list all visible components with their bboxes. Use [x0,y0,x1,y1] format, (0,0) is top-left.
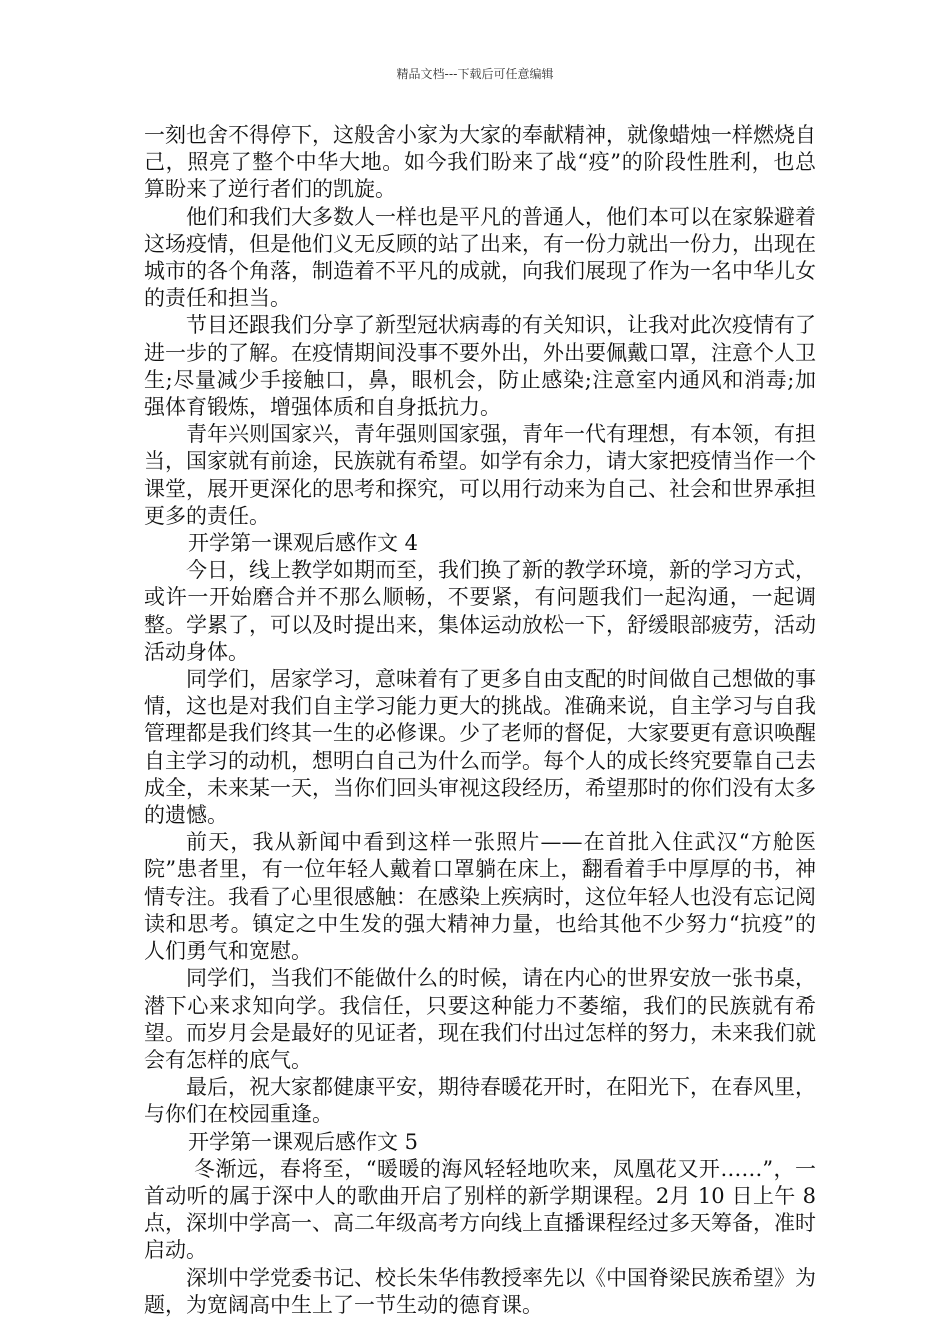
paragraph: 同学们，当我们不能做什么的时候，请在内心的世界安放一张书桌，潜下心来求知向学。我信任，只要这种能力不萎缩，我们的民族就有希望。而岁月会是最好的见证者，现在我们付出过怎样的努力，未来我们就会有怎样的底气。 [144,966,816,1072]
paragraph: 深圳中学党委书记、校长朱华伟教授率先以《中国脊梁民族希望》为题，为宽阔高中生上了一节生动的德育课。 [144,1265,816,1317]
paragraph: 最后，祝大家都健康平安，期待春暖花开时，在阳光下，在春风里，与你们在校园重逢。 [144,1075,816,1127]
paragraph: 他们和我们大多数人一样也是平凡的普通人，他们本可以在家躲避着这场疫情，但是他们义无反顾的站了出来，有一份力就出一份力，出现在城市的各个角落，制造着不平凡的成就，向我们展现了作为一名中华儿女的责任和担当。 [144,204,816,311]
paragraph: 前天，我从新闻中看到这样一张照片——在首批入住武汉“方舱医院”患者里，有一位年轻人戴着口罩躺在床上，翻看着手中厚厚的书，神情专注。我看了心里很感触：在感染上疾病时，这位年轻人也没有忘记阅读和思考。镇定之中生发的强大精神力量，也给其他不少努力“抗疫”的人们勇气和宽慰。 [144,830,816,964]
paragraph: 青年兴则国家兴，青年强则国家强，青年一代有理想，有本领，有担当，国家就有前途，民族就有希望。如学有余力，请大家把疫情当作一个课堂，展开更深化的思考和探究，可以用行动来为自己、社会和世界承担更多的责任。 [144,422,816,528]
section-title-5: 开学第一课观后感作文 5 [188,1129,419,1154]
paragraph: 今日，线上教学如期而至，我们换了新的教学环境，新的学习方式，或许一开始磨合并不那么顺畅，不要紧，有问题我们一起沟通，一起调整。学累了，可以及时提出来，集体运动放松一下，舒缓眼部疲劳，活动活动身体。 [144,558,816,664]
paragraph: 节目还跟我们分享了新型冠状病毒的有关知识，让我对此次疫情有了进一步的了解。在疫情期间没事不要外出，外出要佩戴口罩，注意个人卫生;尽量减少手接触口，鼻，眼机会，防止感染;注意室内通风和消毒;加强体育锻炼，增强体质和自身抵抗力。 [144,313,816,420]
section-title-4: 开学第一课观后感作文 4 [188,531,419,556]
page-header: 精品文档---下载后可任意编辑 [396,67,554,81]
document-body [144,122,816,1319]
paragraph: 冬渐远，春将至，“暖暖的海风轻轻地吹来，凤凰花又开……”，一首动听的属于深中人的歌曲开启了别样的新学期课程。2月 10 日上午 8 点，深圳中学高一、高二年级高考方向线上直播课程经过多天筹备，准时启动。 [144,1156,816,1263]
paragraph: 同学们，居家学习，意味着有了更多自由支配的时间做自己想做的事情，这也是对我们自主学习能力更大的挑战。准确来说，自主学习与自我管理都是我们终其一生的必修课。少了老师的督促，大家要更有意识唤醒自主学习的动机，想明白自己为什么而学。每个人的成长终究要靠自己去成全，未来某一天，当你们回头审视这段经历，希望那时的你们没有太多的遗憾。 [144,667,816,828]
paragraph-continued: 一刻也舍不得停下，这般舍小家为大家的奉献精神，就像蜡烛一样燃烧自己，照亮了整个中华大地。如今我们盼来了战“疫”的阶段性胜利，也总算盼来了逆行者们的凯旋。 [144,123,816,202]
